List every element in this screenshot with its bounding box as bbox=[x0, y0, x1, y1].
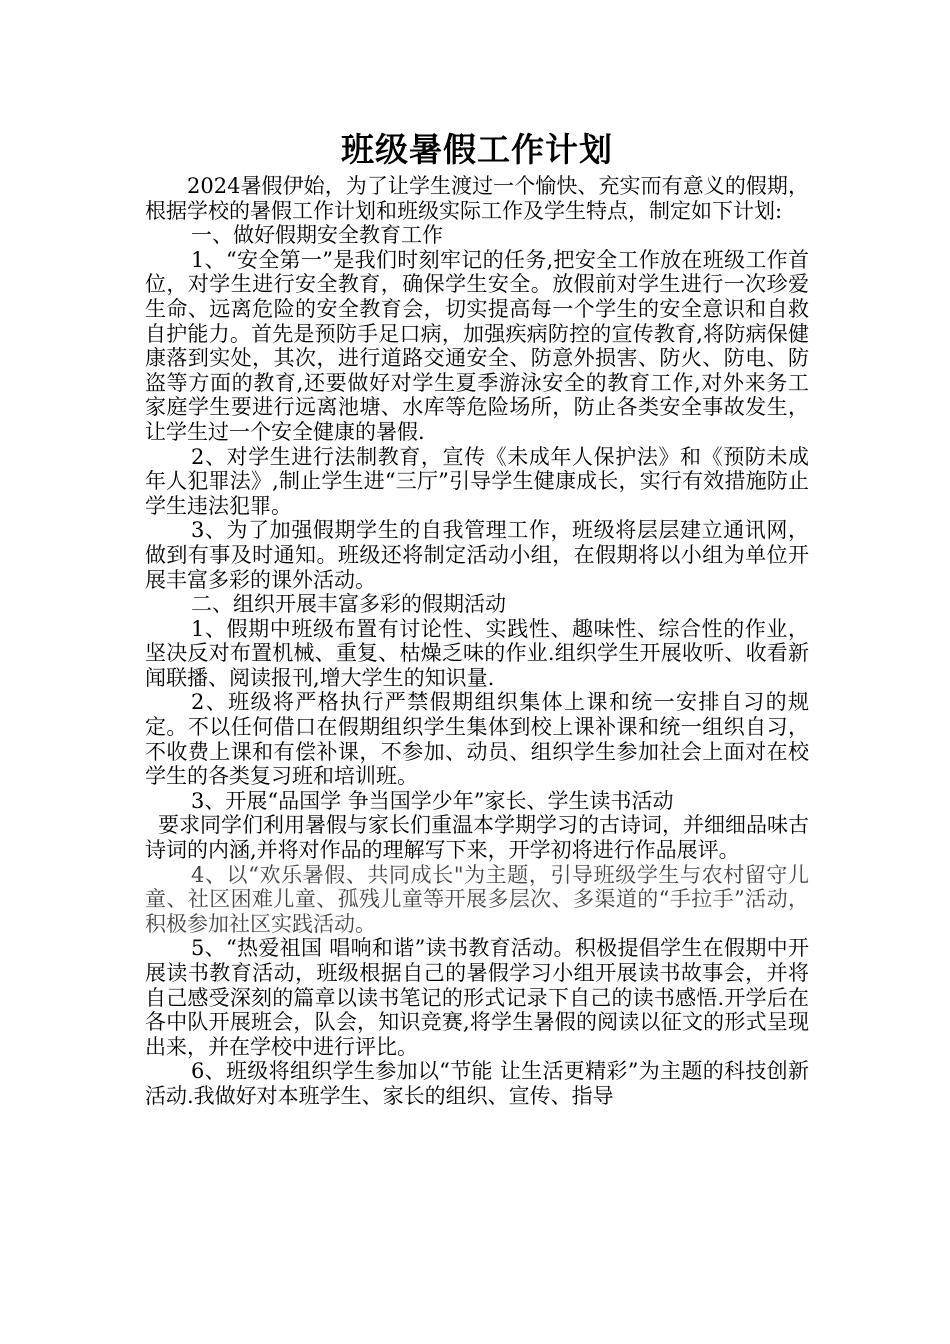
paragraph-activity-item-1: 1、假期中班级布置有讨论性、实践性、趣味性、综合性的作业，坚决反对布置机械、重复、枯燥乏味的作业.组织学生开展收听、收看新闻联播、阅读报刊,增大学生的知识量. bbox=[145, 616, 809, 690]
paragraph-safety-item-3: 3、为了加强假期学生的自我管理工作，班级将层层建立通讯网，做到有事及时通知。班级还将制定活动小组，在假期将以小组为单位开展丰富多彩的课外活动。 bbox=[145, 518, 809, 592]
paragraph-activity-item-3: 3、开展“品国学 争当国学少年”家长、学生读书活动 bbox=[191, 788, 674, 813]
paragraph-safety-item-1: 1、“安全第一”是我们时刻牢记的任务,把安全工作放在班级工作首位，对学生进行安全教育，确保学生安全。放假前对学生进行一次珍爱生命、远离危险的安全教育会，切实提高每一个学生的安全意识和自救自护能力。首先是预防手足口病，加强疾病防控的宣传教育,将防病保健康落到实处，其次，进行道路交通安全、防意外损害、防火、防电、防盗等方面的教育,还要做好对学生夏季游泳安全的教育工作,对外来务工家庭学生要进行远离池塘、水库等危险场所，防止各类安全事故发生，让学生过一个安全健康的暑假. bbox=[145, 247, 809, 444]
paragraph-activity-item-5: 5、“热爱祖国 唱响和谐”读书教育活动。积极提倡学生在假期中开展读书教育活动，班级根据自己的暑假学习小组开展读书故事会，并将自己感受深刻的篇章以读书笔记的形式记录下自己的读书感悟.开学后在各中队开展班会，队会，知识竞赛,将学生暑假的阅读以征文的形式呈现出来，并在学校中进行评比。 bbox=[145, 936, 809, 1059]
paragraph-activity-item-3-detail: 要求同学们利用暑假与家长们重温本学期学习的古诗词，并细细品味古诗词的内涵,并将对作品的理解写下来，开学初将进行作品展评。 bbox=[145, 813, 809, 863]
document-page bbox=[145, 128, 809, 1109]
document-title: 班级暑假工作计划 bbox=[341, 130, 613, 169]
section-heading-safety: 一、做好假期安全教育工作 bbox=[191, 223, 443, 248]
paragraph-intro: 2024暑假伊始，为了让学生渡过一个愉快、充实而有意义的假期，根据学校的暑假工作计划和班级实际工作及学生特点，制定如下计划: bbox=[145, 174, 809, 223]
paragraph-safety-item-2: 2、对学生进行法制教育，宣传《未成年人保护法》和《预防未成年人犯罪法》,制止学生进“三厅”引导学生健康成长，实行有效措施防止学生违法犯罪。 bbox=[145, 444, 809, 518]
paragraph-activity-item-2: 2、班级将严格执行严禁假期组织集体上课和统一安排自习的规定。不以任何借口在假期组织学生集体到校上课补课和统一组织自习，不收费上课和有偿补课，不参加、动员、组织学生参加社会上面对在校学生的各类复习班和培训班。 bbox=[145, 690, 809, 789]
paragraph-activity-item-4: 4、以“欢乐暑假、共同成长"为主题，引导班级学生与农村留守儿童、社区困难儿童、孤残儿童等开展多层次、多渠道的“手拉手”活动，积极参加社区实践活动。 bbox=[145, 862, 809, 936]
section-heading-activities: 二、组织开展丰富多彩的假期活动 bbox=[191, 592, 506, 617]
paragraph-activity-item-6: 6、班级将组织学生参加以“节能 让生活更精彩”为主题的科技创新活动.我做好对本班学生、家长的组织、宣传、指导 bbox=[145, 1059, 809, 1108]
